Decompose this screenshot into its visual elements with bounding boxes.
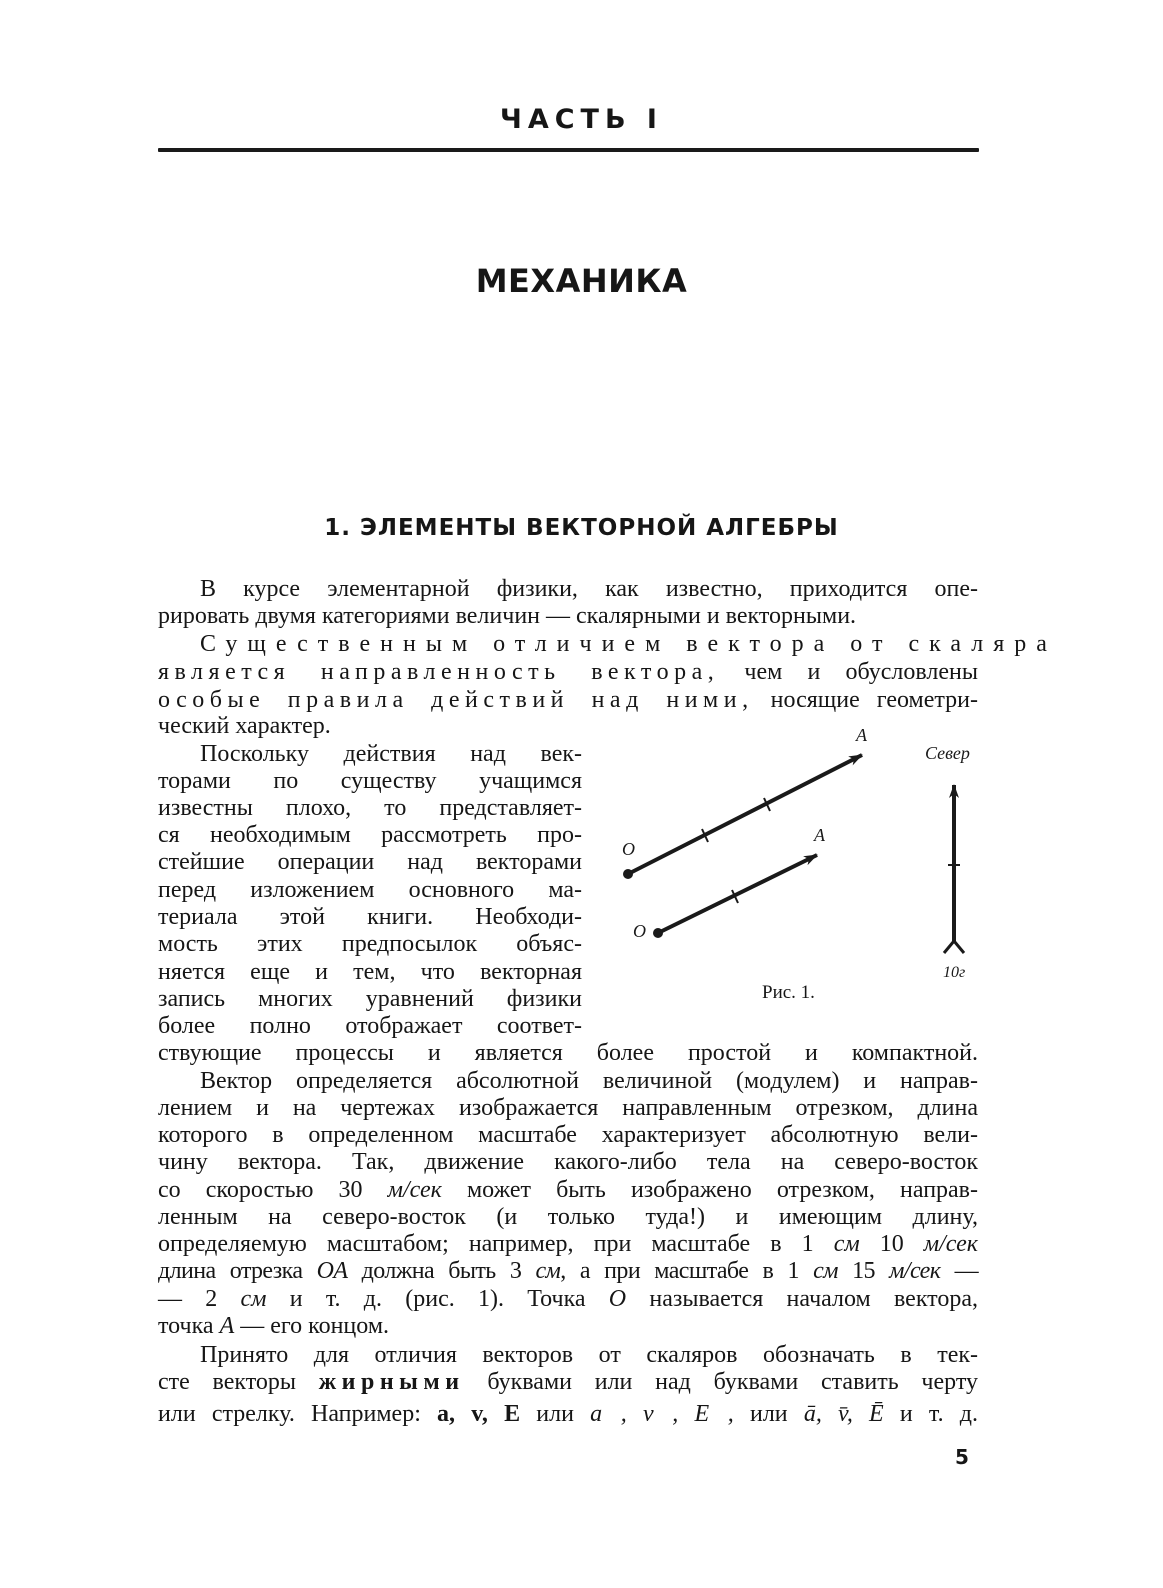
- text-span: , а при масштабе в 1: [560, 1258, 814, 1284]
- text-span: и т. д.: [883, 1401, 978, 1427]
- text-span: 15: [837, 1258, 890, 1284]
- unit-text: м/сек: [387, 1177, 442, 1203]
- text-line: мость этих предпосылок объяс-: [158, 931, 582, 957]
- text-span: длина отрезка: [158, 1258, 317, 1284]
- text-line: В курсе элементарной физики, как известно, приходится опе-: [200, 576, 978, 602]
- text-line: запись многих уравнений физики: [158, 986, 582, 1012]
- text-line: стейшие операции над векторами: [158, 849, 582, 875]
- label-o2: O: [633, 921, 646, 941]
- label-a1: A: [856, 725, 867, 745]
- part-heading: ЧАСТЬ I: [500, 104, 663, 135]
- label-north: Север: [925, 743, 970, 763]
- text-line: лением и на чертежах изображается направленным отрезком, длина: [158, 1095, 978, 1121]
- text-span: должна быть 3: [347, 1258, 536, 1284]
- math-text: OA: [316, 1258, 348, 1284]
- text-line: Принято для отличия векторов от скаляров обозначать в тек-: [200, 1342, 978, 1368]
- text-span: носящие геометри-: [753, 687, 978, 713]
- bold-vectors: a, v, E: [437, 1401, 521, 1427]
- text-line: [158, 1257, 978, 1285]
- arrow-tail: [944, 941, 964, 953]
- origin-dot: [653, 928, 663, 938]
- unit-text: м/сек: [923, 1231, 978, 1257]
- spaced-text: жирными: [318, 1369, 465, 1395]
- text-line: известны плохо, то представляет-: [158, 795, 582, 821]
- arrow-vectors: a⃗, v⃗, E⃗,: [590, 1401, 734, 1427]
- text-span: определяемую масштабом; например, при масштабе в 1: [158, 1231, 834, 1257]
- text-span: —: [940, 1258, 978, 1284]
- text-span: 10: [859, 1231, 924, 1257]
- math-text: O: [608, 1286, 627, 1312]
- text-span: или: [520, 1401, 591, 1427]
- text-line: торами по существу учащимся: [158, 768, 582, 794]
- book-title: МЕХАНИКА: [475, 262, 688, 300]
- origin-dot: [623, 869, 633, 879]
- text-line: которого в определенном масштабе характеризует абсолютную вели-: [158, 1122, 978, 1148]
- text-line: [158, 686, 978, 714]
- text-line: [158, 658, 978, 686]
- heading-rule: [158, 148, 979, 152]
- page-number: 5: [955, 1445, 969, 1469]
- text-line: ческий характер.: [158, 713, 331, 739]
- text-span: может быть изображено отрезком, направ-: [441, 1177, 979, 1203]
- bar-vectors: ā, v̄, Ē: [803, 1401, 884, 1427]
- text-span: или: [733, 1401, 804, 1427]
- text-line: более полно отображает соответ-: [158, 1013, 582, 1039]
- text-line: Вектор определяется абсолютной величиной (модулем) и направ-: [200, 1068, 978, 1094]
- section-title: 1. ЭЛЕМЕНТЫ ВЕКТОРНОЙ АЛГЕБРЫ: [324, 515, 839, 541]
- label-south: 10г: [943, 964, 966, 981]
- unit-text: см: [833, 1231, 860, 1257]
- text-line: няется еще и тем, что векторная: [158, 959, 582, 985]
- text-span: буквами или над буквами ставить черту: [464, 1369, 978, 1395]
- unit-text: м/сек: [889, 1258, 941, 1284]
- label-a2: A: [814, 825, 825, 845]
- unit-text: см: [813, 1258, 838, 1284]
- text-span: сте векторы: [158, 1369, 319, 1395]
- text-line: ленным на северо-восток (и только туда!) и имеющим длину,: [158, 1204, 978, 1230]
- text-span: называется началом вектора,: [626, 1286, 979, 1312]
- label-o1: O: [622, 839, 635, 859]
- text-span: чем и обусловлены: [719, 659, 978, 685]
- unit-text: см: [240, 1286, 267, 1312]
- figure-1: [600, 715, 990, 1015]
- spaced-text: является направленность вектора,: [158, 659, 720, 685]
- text-line: [158, 1368, 978, 1396]
- unit-text: см: [535, 1258, 561, 1284]
- math-text: A: [219, 1313, 235, 1339]
- text-line: чину вектора. Так, движение какого-либо тела на северо-восток: [158, 1149, 978, 1175]
- text-span: со скоростью 30: [158, 1177, 388, 1203]
- text-span: — 2: [158, 1286, 241, 1312]
- text-line: [158, 1176, 978, 1204]
- text-line: Существенным отличием вектора от скаляра: [200, 631, 1057, 657]
- text-line: териала этой книги. Необходи-: [158, 904, 582, 930]
- text-line: перед изложением основного ма-: [158, 877, 582, 903]
- text-line: Поскольку действия над век-: [200, 741, 582, 767]
- vector-oa-long: [628, 755, 862, 874]
- text-line: [158, 1285, 978, 1313]
- spaced-text: особые правила действий над ними,: [158, 687, 754, 713]
- text-span: и т. д. (рис. 1). Точка: [266, 1286, 609, 1312]
- text-span: или стрелку. Например:: [158, 1401, 438, 1427]
- vector-oa-short: [658, 855, 817, 933]
- text-line: ся необходимым рассмотреть про-: [158, 822, 582, 848]
- text-line: [158, 1312, 978, 1340]
- text-line: рировать двумя категориями величин — скалярными и векторными.: [158, 603, 857, 629]
- figure-caption: Рис. 1.: [762, 982, 815, 1003]
- text-line: [158, 1230, 978, 1258]
- text-span: точка: [158, 1313, 220, 1339]
- text-line: [158, 1400, 978, 1428]
- text-span: — его концом.: [234, 1313, 390, 1339]
- text-line: ствующие процессы и является более простой и компактной.: [158, 1040, 978, 1066]
